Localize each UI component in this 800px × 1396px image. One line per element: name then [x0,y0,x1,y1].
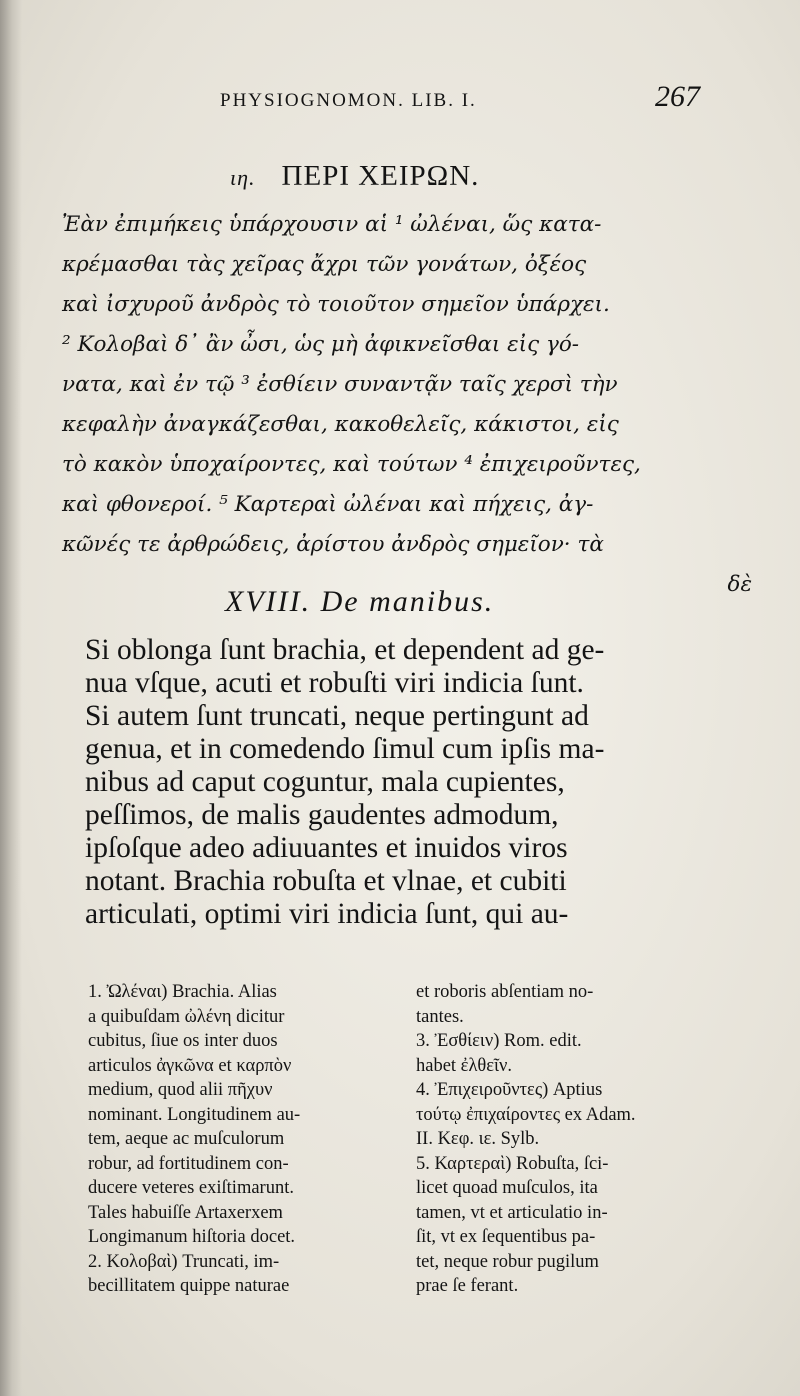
latin-line: peſſimos, de malis gaudentes admodum, [85,799,559,831]
footnote-line: habet ἐλθεῖν. [416,1055,513,1076]
footnote-line: tem, aeque ac muſculorum [88,1129,285,1149]
greek-section-number: ιη. [230,165,256,190]
footnotes-left-column [88,980,406,1299]
greek-line: κεφαλὴν ἀναγκάζεσθαι, κακοθελεῖς, κάκιστοι, εἰς [62,412,619,437]
footnote-line: 2. Κολοβαὶ) Truncati, im- [88,1251,280,1272]
footnote-line: 1. Ὠλέναι) Brachia. Alias [88,982,277,1002]
page-header [0,80,800,130]
footnote-line: et roboris abſentiam no- [416,982,594,1002]
greek-catchword: δὲ [727,572,752,597]
footnote-line: ſit, vt ex ſequentibus pa- [416,1227,596,1247]
footnote-line: licet quoad muſculos, ita [416,1178,598,1198]
footnotes [88,980,738,1380]
footnote-line: tet, neque robur pugilum [416,1251,599,1272]
latin-line: ipſoſque adeo adiuuantes et inuidos viros [85,832,568,864]
footnote-line: II. Κεφ. ιε. Sylb. [416,1129,540,1149]
latin-line: nibus ad caput coguntur, mala cupientes, [85,766,565,798]
footnote-line: a quibuſdam ὠλένη dicitur [88,1006,285,1027]
latin-line: nua vſque, acuti et robuſti viri indicia ſunt. [85,667,584,699]
latin-line: Si oblonga ſunt brachia, et dependent ad ge- [85,634,605,666]
greek-line: κρέμασθαι τὰς χεῖρας ἄχρι τῶν γονάτων, ὀξέος [62,252,587,277]
footnote-line: Tales habuiſſe Artaxerxem [88,1202,283,1223]
greek-section-title: ΠΕΡΙ ΧΕΙΡΩΝ. [281,160,480,192]
footnote-line: ducere veteres exiſtimarunt. [88,1178,294,1198]
footnote-line: cubitus, ſiue os inter duos [88,1031,278,1051]
footnote-line: τούτῳ ἐπιχαίροντες ex Adam. [416,1104,636,1125]
latin-text-block [85,634,735,931]
greek-text-block [62,205,752,605]
greek-line: καὶ ἰσχυροῦ ἀνδρὸς τὸ τοιοῦτον σημεῖον ὑπάρχει. [62,292,610,317]
latin-line: notant. Brachia robuſta et vlnae, et cubiti [85,865,567,897]
footnote-line: tamen, vt et articulatio in- [416,1202,608,1223]
latin-line: articulati, optimi viri indicia ſunt, qui au- [85,898,569,930]
greek-line: τὸ κακὸν ὑποχαίροντες, καὶ τούτων ⁴ ἐπιχειροῦντες, [62,452,641,477]
footnote-line: becillitatem quippe naturae [88,1276,290,1296]
page-number: 267 [655,80,700,113]
latin-section-heading: XVIII. De manibus. [225,585,495,618]
footnote-line: nominant. Longitudinem au- [88,1104,301,1125]
greek-line: νατα, καὶ ἐν τῷ ³ ἐσθίειν συναντᾷν ταῖς χερσὶ τὴν [62,372,618,397]
greek-line: ² Κολοβαὶ δ᾽ ἂν ὦσι, ὡς μὴ ἀφικνεῖσθαι εἰς γό- [62,332,580,357]
footnote-line: Longimanum hiſtoria docet. [88,1227,296,1247]
page-edge-shadow [0,0,22,1396]
latin-line: Si autem ſunt truncati, neque pertingunt ad [85,700,589,732]
footnote-line: 4. Ἐπιχειροῦντες) Aptius [416,1080,603,1100]
running-head: PHYSIOGNOMON. LIB. I. [220,90,477,111]
footnote-line: 3. Ἐσθίειν) Rom. edit. [416,1031,582,1051]
greek-line: Ἐὰν ἐπιμήκεις ὑπάρχουσιν αἱ ¹ ὠλέναι, ὥς κατα- [62,212,602,237]
latin-line: genua, et in comedendo ſimul cum ipſis ma- [85,733,605,765]
greek-line: κῶνές τε ἀρθρώδεις, ἀρίστου ἀνδρὸς σημεῖον· τὰ [62,532,604,557]
footnote-line: articulos ἀγκῶνα et καρπὸν [88,1055,292,1076]
greek-line: καὶ φθονεροί. ⁵ Καρτεραὶ ὠλέναι καὶ πήχεις, ἀγ- [62,492,594,517]
footnote-line: 5. Καρτεραὶ) Robuſta, ſci- [416,1153,609,1174]
greek-section-heading [230,160,630,196]
footnote-line: tantes. [416,1006,464,1027]
footnote-line: robur, ad fortitudinem con- [88,1153,289,1174]
footnote-line: medium, quod alii πῆχυν [88,1080,273,1100]
footnote-line: prae ſe ferant. [416,1276,519,1296]
footnotes-right-column [416,980,741,1299]
